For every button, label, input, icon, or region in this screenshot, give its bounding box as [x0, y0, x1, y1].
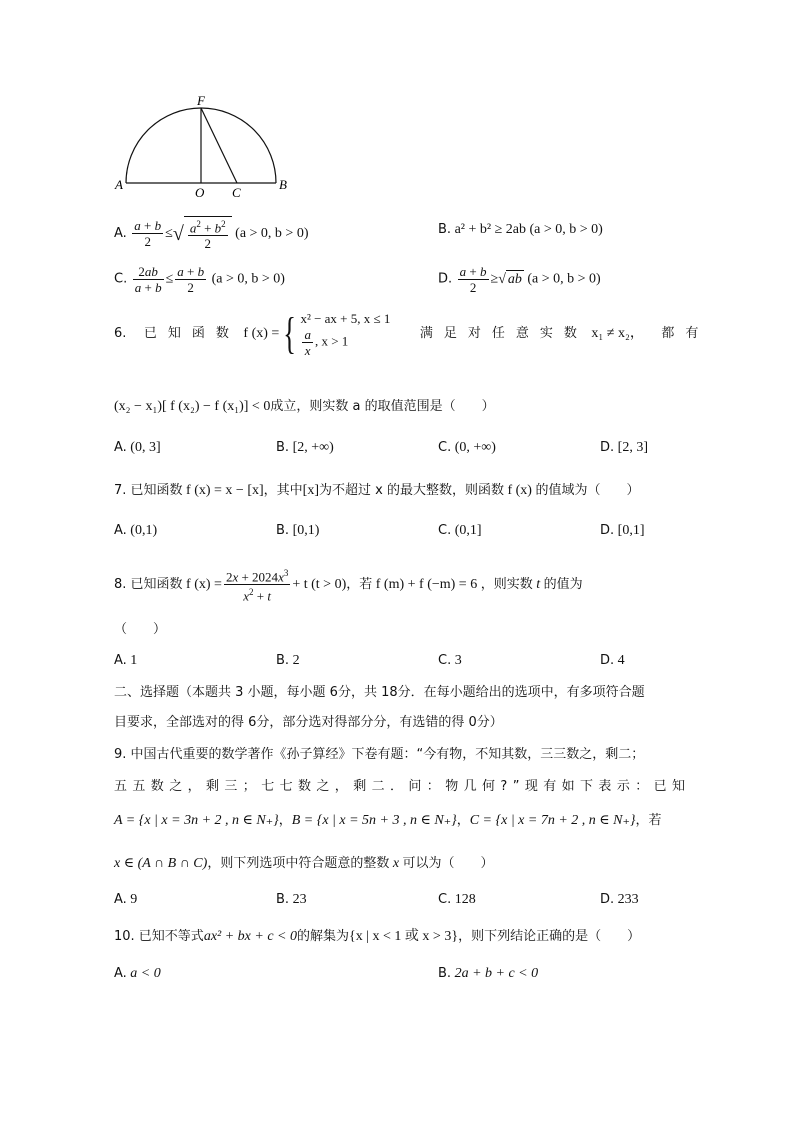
q5-option-b: [438, 221, 603, 239]
q9-condition: x ∈ (A ∩ B ∩ C): [114, 856, 208, 871]
q10-stem: [114, 928, 640, 946]
option-letter: D.: [600, 440, 615, 455]
q10-option-b: [438, 965, 538, 983]
option-value: 9: [130, 892, 138, 907]
q7-text: ，其中: [263, 483, 303, 498]
q9-option-c: [438, 891, 476, 909]
q8-answer-paren: （ ）: [114, 622, 167, 637]
option-value: 2a + b + c < 0: [454, 966, 539, 981]
q8-stem: [114, 566, 583, 604]
q6-option-a: [114, 439, 161, 457]
option-value: 2: [292, 653, 300, 668]
q8-text: 的值为: [543, 577, 583, 593]
section-2-heading-line1: 二、选择题（本题共 3 小题，每小题 6分，共 18分．在每小题给出的选项中，有多项符合题: [114, 685, 645, 700]
option-letter: B.: [438, 966, 452, 981]
q9-question-line: [114, 855, 494, 873]
separator: ，: [278, 813, 292, 828]
option-letter: B.: [276, 653, 290, 668]
q7-text: 为不超过 x 的最大整数，则函数: [319, 483, 504, 498]
q9-variable-x: x: [389, 856, 403, 871]
q10-text: ，则下列结论正确的是（ ）: [458, 929, 641, 944]
q9-text: 可以为（ ）: [402, 856, 494, 871]
option-value: [2, 3]: [617, 440, 648, 455]
q9-stem-line1: 9. 中国古代重要的数学著作《孙子算经》下卷有题：“今有物，不知其数，三三数之，剩二；: [114, 747, 645, 762]
label-a: A: [115, 177, 123, 192]
section-2-heading-line2: 目要求，全部选对的得 6分，部分选对得部分分，有选错的得 0分）: [114, 715, 503, 730]
option-letter: A.: [114, 653, 127, 668]
option-letter: A.: [114, 892, 127, 907]
q8-condition: f (m) + f (−m) = 6: [372, 577, 481, 593]
fraction: $\frac{a + b}{2}$: [459, 264, 487, 295]
q7-text: 的值域为（ ）: [535, 483, 640, 498]
option-value: 3: [454, 653, 462, 668]
q6-option-b: [276, 439, 334, 457]
q8-option-c: [438, 652, 462, 670]
q7-stem: [114, 482, 639, 500]
option-value: 4: [617, 653, 625, 668]
q9-option-b: [276, 891, 307, 909]
q6-stem-line2: [114, 398, 495, 416]
q5-option-d: D. $\frac{a + b}{2}$ ≥√ ab (a > 0, b > 0): [438, 264, 601, 295]
q8-text: ，则实数: [480, 577, 533, 593]
q9-stem-line2: 五五数之，剩三；七七数之，剩二．问：物几何?”现有如下表示：已知: [114, 779, 691, 794]
fraction: $\frac{2x + 2024x^3}{x^2 + t}$: [225, 568, 289, 604]
semicircle-figure: [0, 0, 794, 200]
option-letter: A.: [114, 523, 127, 538]
q6-stem-line1: [114, 309, 710, 358]
q10-inequality: ax² + bx + c < 0: [203, 929, 297, 944]
fraction: $\frac{2ab}{a + b}$: [134, 264, 162, 295]
option-letter: D.: [600, 523, 615, 538]
q6-option-c: [438, 439, 496, 457]
fraction: $\frac{a}{x}$: [304, 327, 311, 358]
q6-option-d: [600, 439, 648, 457]
q6-tail: 都有: [661, 326, 710, 342]
sqrt: √ ab: [498, 272, 522, 287]
q7-option-d: [600, 522, 644, 540]
q6-mid: 满足对任意实数: [419, 326, 588, 342]
option-value: [0,1]: [617, 523, 645, 538]
option-letter: A.: [114, 225, 127, 241]
option-letter: A.: [114, 440, 127, 455]
option-value: (0,1]: [454, 523, 482, 538]
option-value: 128: [454, 892, 476, 907]
separator: ，若: [635, 813, 662, 828]
q5-option-a: A. $\frac{a + b}{2}$ ≤√ $\frac{a^2 + b^2}{2}$ (a > 0, b > 0): [114, 216, 309, 251]
q6-fx: f (x) =: [243, 326, 280, 342]
option-letter: B.: [276, 523, 290, 538]
option-letter: D.: [600, 892, 615, 907]
q10-solution-set: {x | x < 1 或 x > 3}: [349, 929, 459, 944]
q9-set-a: A = {x | x = 3n + 2 , n ∈ N₊}: [114, 813, 279, 828]
q9-sets-line: [114, 812, 661, 830]
segment-fc: [201, 108, 237, 183]
sqrt: √ $\frac{a^2 + b^2}{2}$: [173, 216, 232, 251]
option-value: [0,1): [292, 523, 320, 538]
option-value: (0, +∞): [454, 440, 496, 455]
option-condition: (a > 0, b > 0): [527, 271, 601, 287]
q7-floor: [x]: [302, 483, 319, 498]
label-b: B: [279, 177, 287, 192]
q10-text: 的解集为: [297, 929, 350, 944]
fraction: $\frac{a + b}{2}$: [134, 218, 162, 250]
label-c: C: [232, 185, 241, 200]
q7-option-c: [438, 522, 482, 540]
q9-option-d: [600, 891, 639, 909]
q8-variable-t: t: [532, 577, 544, 593]
q9-text: ，则下列选项中符合题意的整数: [207, 856, 390, 871]
option-value: [2, +∞): [292, 440, 334, 455]
q8-option-b: [276, 652, 300, 670]
option-letter: B.: [438, 222, 452, 237]
option-letter: A.: [114, 966, 127, 981]
option-letter: C.: [438, 653, 452, 668]
q9-set-c: C = {x | x = 7n + 2 , n ∈ N₊}: [469, 813, 636, 828]
option-value: 23: [292, 892, 307, 907]
q7-text: 7. 已知函数: [114, 483, 183, 498]
q8-option-d: [600, 652, 625, 670]
option-letter: D.: [600, 653, 615, 668]
q6-neq: x₁ ≠ x₂，: [591, 326, 644, 342]
option-letter: C.: [438, 440, 452, 455]
option-letter: C.: [114, 271, 128, 287]
option-condition: (a > 0, b > 0): [211, 271, 285, 287]
q6-lead: 已知函数: [143, 326, 240, 342]
q9-option-a: [114, 891, 137, 909]
separator: ，: [456, 813, 470, 828]
option-condition: (a > 0, b > 0): [235, 225, 309, 241]
q7-function: f (x) = x − [x]: [182, 483, 264, 498]
q8-text: ，若: [346, 577, 373, 593]
option-letter: C.: [438, 892, 452, 907]
q7-fx: f (x): [503, 483, 536, 498]
q5-option-c: C. $\frac{2ab}{a + b}$ ≤ $\frac{a + b}{2}$ (a > 0, b > 0): [114, 264, 285, 295]
option-value: 1: [130, 653, 138, 668]
q8-tail-expression: + t (t > 0): [292, 577, 347, 593]
label-f: F: [197, 93, 205, 108]
q9-set-b: B = {x | x = 5n + 3 , n ∈ N₊}: [291, 813, 457, 828]
option-letter: D.: [438, 271, 453, 287]
q10-text: 10. 已知不等式: [114, 929, 204, 944]
q6-question-text: 成立，则实数 a 的取值范围是（ ）: [270, 399, 495, 414]
option-letter: C.: [438, 523, 452, 538]
piecewise-cases: [300, 310, 390, 358]
option-condition: (a > 0, b > 0): [529, 222, 603, 237]
case-1: x² − ax + 5, x ≤ 1: [300, 311, 391, 326]
option-value: (0,1): [130, 523, 158, 538]
q8-option-a: [114, 652, 137, 670]
q7-option-b: [276, 522, 319, 540]
option-letter: B.: [276, 892, 290, 907]
option-value: a < 0: [130, 966, 161, 981]
option-value: (0, 3]: [130, 440, 161, 455]
brace: {: [283, 309, 297, 358]
option-value: 233: [617, 892, 639, 907]
question-number: 6.: [114, 326, 127, 342]
q10-option-a: [114, 965, 161, 983]
case-2-condition: , x > 1: [314, 333, 349, 349]
label-o: O: [195, 185, 205, 200]
q7-option-a: [114, 522, 157, 540]
q8-fx: f (x) =: [182, 577, 222, 593]
option-expression: a² + b² ≥ 2ab: [454, 222, 526, 237]
option-letter: B.: [276, 440, 290, 455]
q8-text: 8. 已知函数: [114, 577, 183, 593]
q6-inequality: (x₂ − x₁)[ f (x₂) − f (x₁)] < 0: [114, 399, 271, 414]
fraction: $\frac{a + b}{2}$: [177, 264, 205, 295]
